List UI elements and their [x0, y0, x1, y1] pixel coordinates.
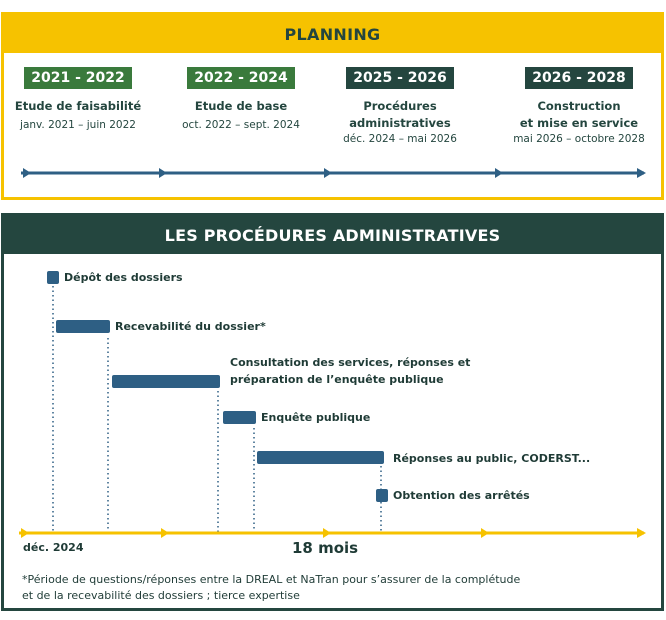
- step-label-consultation: [230, 354, 470, 388]
- axis-arrow-icon: [161, 528, 169, 538]
- step-label-arretes: Obtention des arrêtés: [393, 489, 530, 502]
- planning-timeline: [4, 15, 661, 197]
- phase-dates: janv. 2021 – juin 2022: [20, 119, 136, 131]
- phase-years-badge: 2021 - 2022: [24, 67, 132, 89]
- timeline-arrow-icon: [159, 168, 167, 178]
- phase-years-badge: 2022 - 2024: [187, 67, 295, 89]
- timeline-arrow-icon: [637, 168, 646, 178]
- axis-arrow-icon: [21, 528, 29, 538]
- bar-depot: [47, 271, 59, 284]
- phase-name: Etude de faisabilité: [14, 99, 142, 113]
- phase-name-line1: Procédures: [363, 99, 437, 113]
- phase-name-line2: administratives: [349, 116, 451, 130]
- bar-arretes: [376, 489, 388, 502]
- axis-arrow-icon: [637, 528, 646, 538]
- footnote-line1: *Période de questions/réponses entre la DREAL et NaTran pour s’assurer de la complétude: [22, 573, 521, 586]
- phase-dates: mai 2026 – octobre 2028: [513, 133, 645, 145]
- timeline-arrow-icon: [23, 168, 31, 178]
- step-label-line1: Consultation des services, réponses et: [230, 356, 471, 369]
- phase-dates: déc. 2024 – mai 2026: [343, 133, 457, 145]
- axis-arrow-icon: [323, 528, 331, 538]
- phase-years-badge: 2025 - 2026: [346, 67, 454, 89]
- phase-name-line2: et mise en service: [519, 116, 639, 130]
- timeline-arrow-icon: [324, 168, 332, 178]
- step-label-line2: préparation de l’enquête publique: [230, 373, 444, 386]
- phase-name: Etude de base: [194, 99, 288, 113]
- planning-title: PLANNING: [284, 24, 381, 44]
- bar-recevabilite: [56, 320, 110, 333]
- bar-enquete: [223, 411, 256, 424]
- bar-consultation: [112, 375, 220, 388]
- procedures-title: LES PROCÉDURES ADMINISTRATIVES: [164, 225, 501, 245]
- axis-arrow-icon: [481, 528, 489, 538]
- step-label-enquete: Enquête publique: [261, 411, 371, 424]
- phase-dates: oct. 2022 – sept. 2024: [182, 119, 300, 131]
- procedures-panel: [1, 213, 664, 611]
- phase-name-line1: Construction: [537, 99, 621, 113]
- step-label-reponses: Réponses au public, CODERST...: [393, 452, 591, 465]
- footnote-line2: et de la recevabilité des dossiers ; tierce expertise: [22, 589, 300, 602]
- footnote: [22, 572, 520, 604]
- phase-years-badge: 2026 - 2028: [525, 67, 633, 89]
- step-label-recevabilite: Recevabilité du dossier*: [115, 320, 266, 333]
- duration-label: 18 mois: [292, 539, 359, 557]
- timeline-arrow-icon: [495, 168, 503, 178]
- axis-start-label: déc. 2024: [23, 541, 84, 554]
- bar-reponses: [257, 451, 384, 464]
- step-label-depot: Dépôt des dossiers: [64, 271, 183, 284]
- planning-panel: [1, 12, 664, 200]
